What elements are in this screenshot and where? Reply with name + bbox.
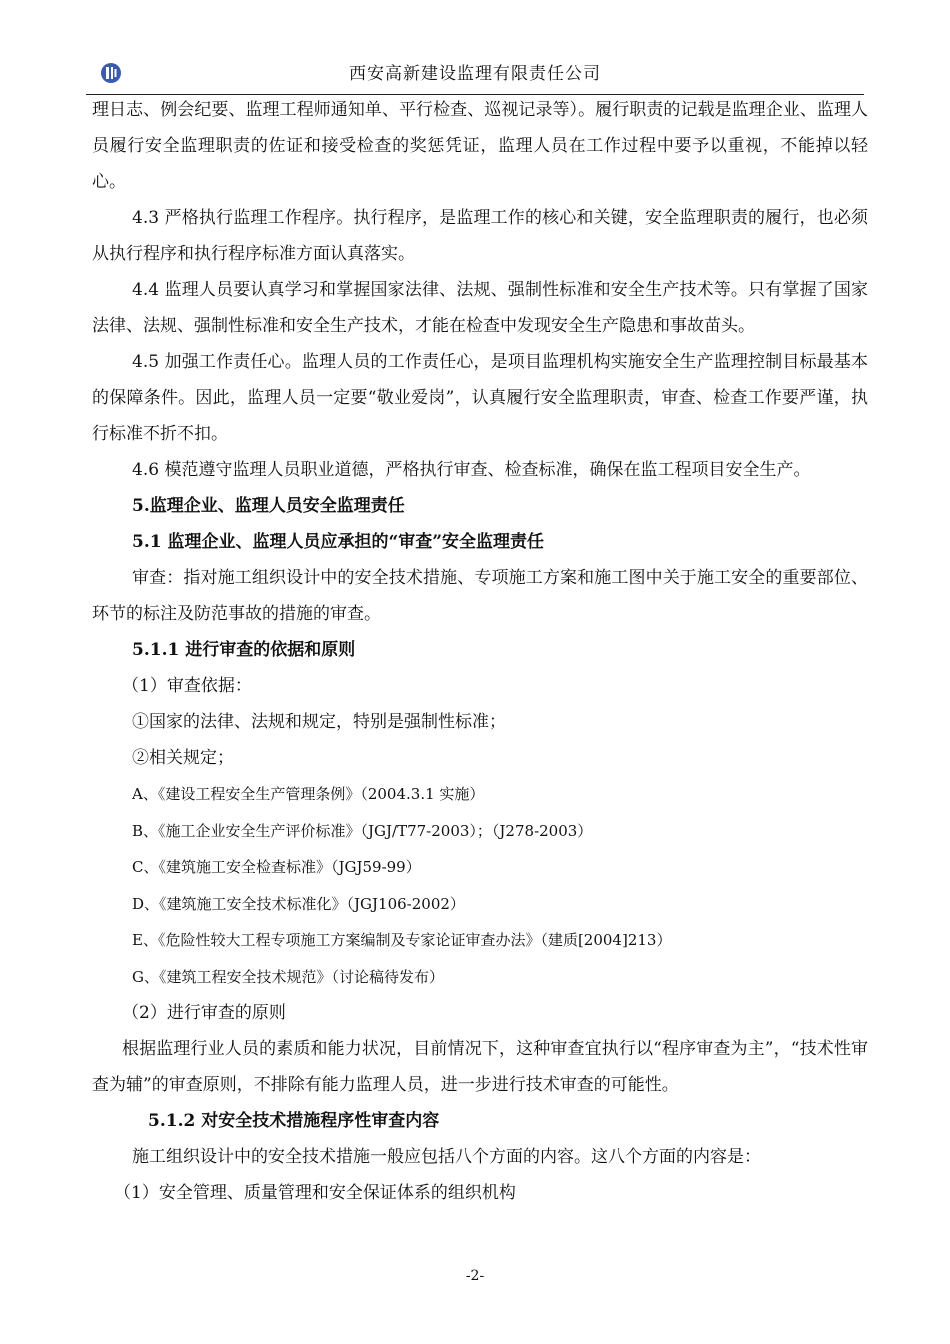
heading-5-1: 5.1 监理企业、监理人员应承担的“审查”安全监理责任 — [132, 532, 545, 552]
paragraph-aspect-1: （1）安全管理、质量管理和安全保证体系的组织机构 — [114, 1183, 516, 1203]
paragraph-4-4: 4.4 监理人员要认真学习和掌握国家法律、法规、强制性标准和安全生产技术等。只有掌握了国家法律、法规、强制性标准和安全生产技术，才能在检查中发现安全生产隐患和事故苗头。 — [92, 280, 868, 336]
paragraph: 理日志、例会纪要、监理工程师通知单、平行检查、巡视记录等）。履行职责的记载是监理企业、监理人员履行安全监理职责的佐证和接受检查的奖惩凭证，监理人员在工作过程中要予以重视，不能掉以轻心。 — [92, 100, 868, 192]
list-item: E、《危险性较大工程专项施工方案编制及专家论证审查办法》（建质[2004]213） — [132, 931, 672, 949]
list-item: G、《建筑工程安全技术规范》（讨论稿待发布） — [132, 967, 444, 986]
paragraph-review-definition: 审查：指对施工组织设计中的安全技术措施、专项施工方案和施工图中关于施工安全的重要部位、环节的标注及防范事故的措施的审查。 — [92, 568, 868, 624]
list-item: B、《施工企业安全生产评价标准》（JGJ/T77-2003）；（J278-2003） — [132, 821, 593, 840]
company-name: 西安高新建设监理有限责任公司 — [349, 64, 601, 84]
paragraph-eight-aspects: 施工组织设计中的安全技术措施一般应包括八个方面的内容。这八个方面的内容是： — [132, 1147, 761, 1167]
paragraph-4-6: 4.6 模范遵守监理人员职业道德，严格执行审查、检查标准，确保在监工程项目安全生产。 — [132, 460, 811, 480]
paragraph-4-5: 4.5 加强工作责任心。监理人员的工作责任心，是项目监理机构实施安全生产监理控制目标最基本的保障条件。因此，监理人员一定要“敬业爱岗”，认真履行安全监理职责，审查、检查工作要严谨，执行标准不折不扣。 — [92, 352, 868, 444]
list-item: C、《建筑施工安全检查标准》（JGJ59-99） — [132, 858, 421, 876]
heading-5-1-2: 5.1.2 对安全技术措施程序性审查内容 — [148, 1111, 440, 1131]
paragraph-4-3: 4.3 严格执行监理工作程序。执行程序，是监理工作的核心和关键，安全监理职责的履行，也必须从执行程序和执行程序标准方面认真落实。 — [92, 208, 868, 264]
page-number: -2- — [465, 1268, 485, 1284]
paragraph-review-basis: （1）审查依据： — [122, 676, 252, 696]
heading-5-1-1: 5.1.1 进行审查的依据和原则 — [132, 640, 356, 660]
paragraph-basis-1: ①国家的法律、法规和规定，特别是强制性标准； — [132, 712, 506, 732]
heading-5: 5.监理企业、监理人员安全监理责任 — [132, 496, 405, 516]
paragraph-basis-2: ②相关规定； — [132, 748, 234, 768]
list-item: D、《建筑施工安全技术标准化》（JGJ106-2002） — [132, 894, 465, 913]
document-body — [92, 92, 868, 1211]
paragraph-review-principle: （2）进行审查的原则 — [122, 1003, 286, 1023]
list-item: A、《建设工程安全生产管理条例》（2004.3.1 实施） — [132, 785, 485, 803]
paragraph-principle-text: 根据监理行业人员的素质和能力状况，目前情况下，这种审查宜执行以“程序审查为主”，“技术性审查为辅”的审查原则，不排除有能力监理人员，进一步进行技术审查的可能性。 — [92, 1039, 868, 1095]
